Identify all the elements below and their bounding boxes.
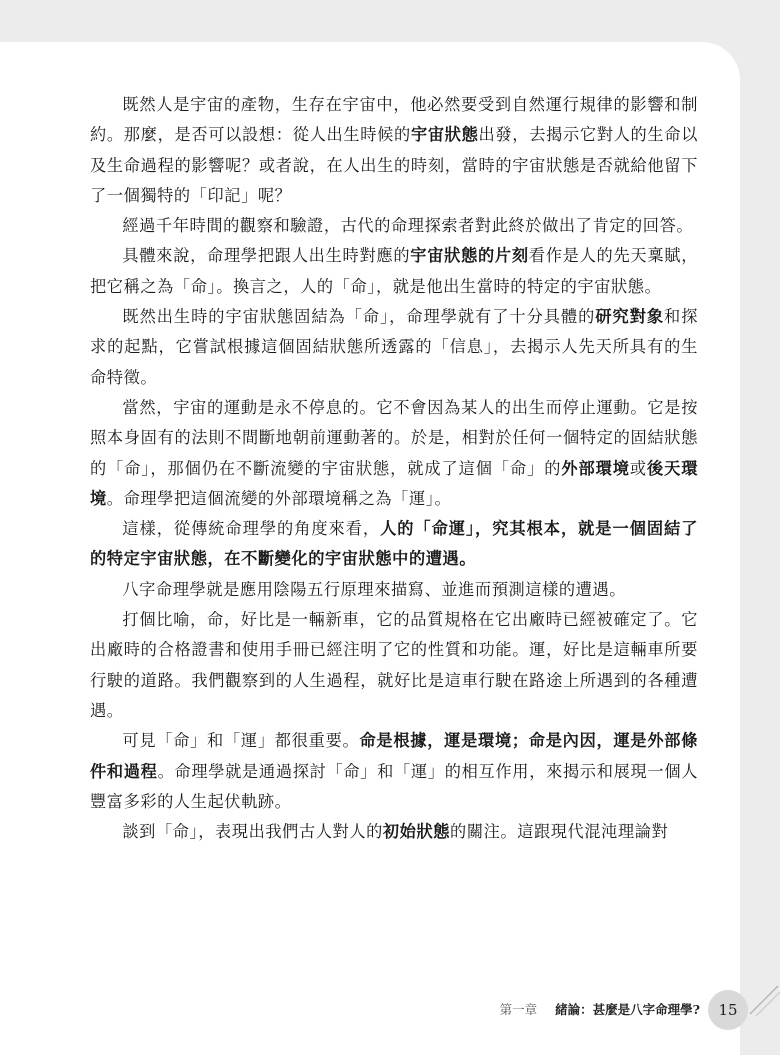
- bold-text-run: 人的「命運」，究其根本，就是一個固結了的特定宇宙狀態，在不斷變化的宇宙狀態中的遭遇。: [90, 519, 698, 569]
- paragraph: [90, 575, 698, 605]
- book-page: [0, 42, 740, 1055]
- paragraph: [90, 393, 698, 514]
- corner-decoration-icon: [748, 980, 780, 1020]
- footer-chapter-title: 緒論：甚麼是八字命理學?: [555, 1002, 700, 1017]
- text-run: 談到「命」，表現出我們古人對人的: [122, 822, 383, 842]
- paragraph: [90, 817, 698, 847]
- text-run: 可見「命」和「運」都很重要。: [122, 731, 360, 751]
- text-run: 既然出生時的宇宙狀態固結為「命」，命理學就有了十分具體的: [122, 307, 596, 327]
- paragraph: [90, 605, 698, 726]
- text-run: 看作是人的先天稟賦，把它稱之為「命」。換言之，人的「命」，就是他出生當時的特定的宇宙狀態。: [90, 246, 699, 296]
- text-run: 經過千年時間的觀察和驗證，古代的命理探索者對此終於做出了肯定的回答。: [122, 216, 694, 236]
- text-run: 和探求的起點，它嘗試根據這個固結狀態所透露的「信息」，去揭示人先天所具有的生命特徵。: [90, 307, 698, 387]
- bold-text-run: 研究對象: [595, 307, 665, 327]
- text-run: 出發，去揭示它對人的生命以及生命過程的影響呢？或者說，在人出生的時刻，當時的宇宙狀態是否就給他留下了一個獨特的「印記」呢？: [90, 125, 698, 205]
- text-run: 。命理學把這個流變的外部環境稱之為「運」。: [106, 488, 452, 508]
- footer-chapter: 第一章: [499, 1002, 538, 1017]
- text-run: 八字命理學就是應用陰陽五行原理來描寫、並進而預測這樣的遭遇。: [122, 579, 627, 599]
- bold-text-run: 初始狀態: [382, 822, 451, 842]
- paragraph: [90, 726, 698, 817]
- paragraph: [90, 241, 698, 302]
- text-run: 具體來說，命理學把跟人出生時對應的: [122, 246, 411, 266]
- bold-text-run: 宇宙狀態的片刻: [410, 246, 529, 266]
- text-run: 打個比喻，命，好比是一輛新車，它的品質規格在它出廠時已經被確定了。它出廠時的合格證書和使用手冊已經注明了它的性質和功能。運，好比是這輛車所要行駛的道路。我們觀察到的人生過程，就好比是這車行駛在路途上所遇到的各種遭遇。: [90, 610, 698, 720]
- paragraph: [90, 302, 698, 393]
- page-number: 15: [718, 1001, 738, 1019]
- text-run: 的關注。這跟現代混沌理論對: [450, 822, 669, 842]
- paragraph: [90, 90, 698, 211]
- bold-text-run: 宇宙狀態: [410, 125, 479, 145]
- text-run: 或: [629, 458, 647, 478]
- bold-text-run: 外部環境: [561, 458, 630, 478]
- bold-text-run: 後天環境: [90, 458, 698, 508]
- text-run: 。命理學就是通過探討「命」和「運」的相互作用，來揭示和展現一個人豐富多彩的人生起伏軌跡。: [90, 761, 698, 811]
- text-run: 既然人是宇宙的產物，生存在宇宙中，他必然要受到自然運行規律的影響和制約。那麼，是否可以設想：從人出生時候的: [90, 95, 698, 145]
- text-run: 這樣，從傳統命理學的角度來看，: [122, 519, 381, 539]
- paragraph: [90, 514, 698, 575]
- text-run: 當然，宇宙的運動是永不停息的。它不會因為某人的出生而停止運動。它是按照本身固有的法則不間斷地朝前運動著的。於是，相對於任何一個特定的固結狀態的「命」，那個仍在不斷流變的宇宙狀態，就成了這個「命」的: [90, 397, 698, 478]
- bold-text-run: 命是根據，運是環境；命是內因，運是外部條件和過程: [90, 731, 698, 781]
- page-footer: [0, 1000, 700, 1018]
- body-text: [90, 90, 698, 847]
- paragraph: [90, 211, 698, 241]
- page-number-badge: [708, 990, 748, 1030]
